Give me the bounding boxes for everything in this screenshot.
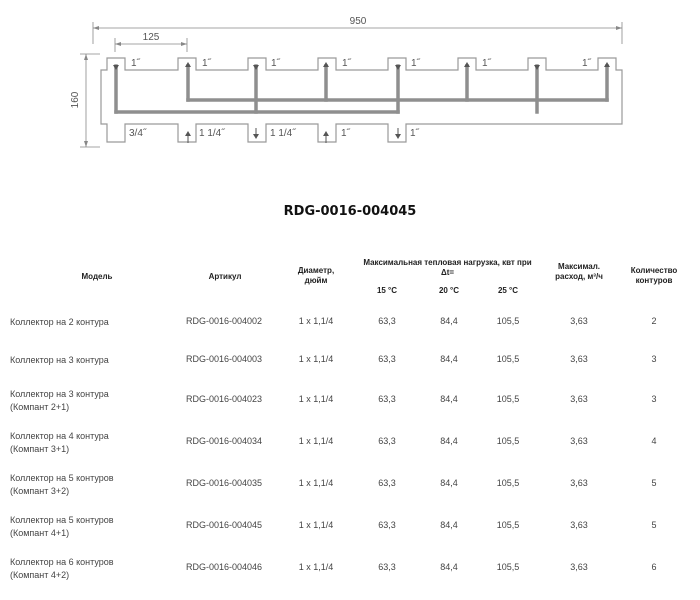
- arrow-up-icon: [323, 131, 329, 136]
- cell-article: RDG-0016-004046: [186, 562, 263, 572]
- model-name: Коллектор на 5 контуров: [10, 515, 114, 525]
- arrow-down-icon: [113, 65, 119, 70]
- cell-diameter: 1 x 1,1/4: [298, 394, 334, 404]
- cell-t25: 105,5: [496, 354, 520, 364]
- cell-flow: 3,63: [570, 354, 588, 364]
- arrow-down-icon: [534, 65, 540, 70]
- top-port-label: 1˝: [202, 58, 211, 69]
- cell-t15: 63,3: [378, 394, 396, 404]
- header-temp-20: 20 °C: [438, 286, 460, 295]
- bottom-port-label: 3/4˝: [129, 128, 147, 139]
- cell-article: RDG-0016-004003: [186, 354, 263, 364]
- cell-t25: 105,5: [496, 394, 520, 404]
- cell-circuits: 4: [651, 436, 657, 446]
- cell-circuits: 3: [651, 354, 657, 364]
- cell-flow: 3,63: [570, 562, 588, 572]
- cell-circuits: 6: [651, 562, 657, 572]
- dimension-height: 160: [70, 91, 81, 109]
- cell-t25: 105,5: [496, 478, 520, 488]
- manifold-drawing: [0, 0, 700, 170]
- arrow-down-icon: [253, 65, 259, 70]
- header-load: Максимальная тепловая нагрузка, квт при Δt=: [363, 258, 532, 277]
- arrow-up-icon: [185, 131, 191, 136]
- header-model: Модель: [81, 272, 113, 281]
- top-port-label: 1˝: [342, 58, 351, 69]
- cell-circuits: 2: [651, 316, 657, 326]
- model-name: Коллектор на 2 контура: [10, 317, 109, 327]
- bottom-port-label: 1 1/4˝: [199, 128, 225, 139]
- cell-flow: 3,63: [570, 394, 588, 404]
- dimension-total: 950: [349, 16, 367, 27]
- bottom-port-label: 1 1/4˝: [270, 128, 296, 139]
- cell-diameter: 1 x 1,1/4: [298, 520, 334, 530]
- cell-article: RDG-0016-004034: [186, 436, 263, 446]
- top-port-label: 1˝: [582, 58, 591, 69]
- cell-diameter: 1 x 1,1/4: [298, 354, 334, 364]
- arrow-up-icon: [604, 62, 610, 67]
- cell-t20: 84,4: [440, 316, 458, 326]
- model-variant: (Компант 3+2): [10, 486, 70, 496]
- header-circuits: Количество контуров: [630, 266, 678, 285]
- cell-diameter: 1 x 1,1/4: [298, 436, 334, 446]
- cell-article: RDG-0016-004002: [186, 316, 263, 326]
- cell-t20: 84,4: [440, 436, 458, 446]
- arrow-up-icon: [464, 62, 470, 67]
- cell-t15: 63,3: [378, 478, 396, 488]
- cell-circuits: 5: [651, 478, 657, 488]
- cell-article: RDG-0016-004045: [186, 520, 263, 530]
- model-variant: (Компант 4+1): [10, 528, 70, 538]
- cell-flow: 3,63: [570, 478, 588, 488]
- cell-t20: 84,4: [440, 394, 458, 404]
- cell-t15: 63,3: [378, 520, 396, 530]
- arrow-up-icon: [185, 62, 191, 67]
- cell-t20: 84,4: [440, 520, 458, 530]
- bottom-port-label: 1˝: [410, 128, 419, 139]
- cell-flow: 3,63: [570, 316, 588, 326]
- top-port-label: 1˝: [482, 58, 491, 69]
- cell-article: RDG-0016-004035: [186, 478, 263, 488]
- cell-t20: 84,4: [440, 562, 458, 572]
- model-variant: (Компант 2+1): [10, 402, 70, 412]
- cell-t15: 63,3: [378, 354, 396, 364]
- top-port-label: 1˝: [271, 58, 280, 69]
- arrow-up-icon: [323, 62, 329, 67]
- product-title: RDG-0016-004045: [283, 204, 417, 219]
- arrow-down-icon: [395, 65, 401, 70]
- dimension-pitch: 125: [142, 32, 160, 43]
- cell-t15: 63,3: [378, 436, 396, 446]
- cell-article: RDG-0016-004023: [186, 394, 263, 404]
- model-name: Коллектор на 4 контура: [10, 431, 109, 441]
- cell-t25: 105,5: [496, 520, 520, 530]
- model-name: Коллектор на 6 контуров: [10, 557, 114, 567]
- model-name: Коллектор на 5 контуров: [10, 473, 114, 483]
- cell-t25: 105,5: [496, 562, 520, 572]
- header-article: Артикул: [208, 272, 242, 281]
- bottom-port-label: 1˝: [341, 128, 350, 139]
- cell-t20: 84,4: [440, 478, 458, 488]
- cell-t20: 84,4: [440, 354, 458, 364]
- header-flow: Максимал. расход, м³/ч: [555, 262, 603, 281]
- header-temp-15: 15 °C: [376, 286, 398, 295]
- cell-circuits: 5: [651, 520, 657, 530]
- top-port-label: 1˝: [131, 58, 140, 69]
- top-port-label: 1˝: [411, 58, 420, 69]
- model-name: Коллектор на 3 контура: [10, 355, 109, 365]
- model-variant: (Компант 4+2): [10, 570, 70, 580]
- cell-t15: 63,3: [378, 316, 396, 326]
- header-temp-25: 25 °C: [497, 286, 519, 295]
- cell-t25: 105,5: [496, 436, 520, 446]
- cell-flow: 3,63: [570, 436, 588, 446]
- cell-t15: 63,3: [378, 562, 396, 572]
- cell-diameter: 1 x 1,1/4: [298, 478, 334, 488]
- cell-t25: 105,5: [496, 316, 520, 326]
- arrow-down-icon: [395, 134, 401, 139]
- cell-diameter: 1 x 1,1/4: [298, 562, 334, 572]
- cell-flow: 3,63: [570, 520, 588, 530]
- model-name: Коллектор на 3 контура: [10, 389, 109, 399]
- header-diameter: Диаметр, дюйм: [297, 266, 335, 285]
- cell-diameter: 1 x 1,1/4: [298, 316, 334, 326]
- model-variant: (Компант 3+1): [10, 444, 70, 454]
- arrow-down-icon: [253, 134, 259, 139]
- cell-circuits: 3: [651, 394, 657, 404]
